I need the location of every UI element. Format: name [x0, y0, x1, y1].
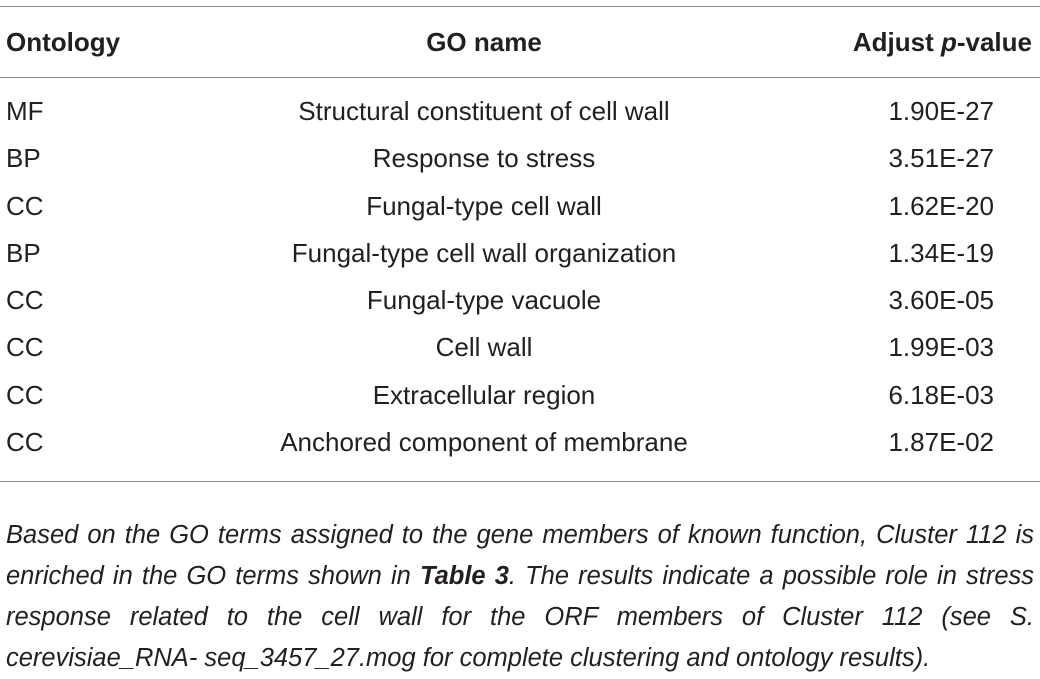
cell-pvalue: 1.34E-19: [888, 237, 994, 268]
cell-go-name: Anchored component of membrane: [280, 427, 688, 458]
table-row: [0, 324, 1040, 371]
cell-ontology: CC: [6, 332, 44, 363]
table-row: [0, 135, 1040, 182]
table-row: [0, 88, 1040, 135]
cell-go-name: Fungal-type cell wall: [366, 190, 602, 221]
header-adjust-p-value: [853, 24, 1032, 60]
cell-go-name: Structural constituent of cell wall: [298, 96, 670, 126]
header-pvalue-suffix: -value: [956, 27, 1032, 57]
table-row: [0, 419, 1040, 466]
cell-pvalue: 6.18E-03: [888, 379, 994, 410]
cell-go-name: Response to stress: [372, 143, 596, 174]
table-bottom-rule: [0, 481, 1040, 482]
table-footnote: [6, 515, 1034, 679]
table-header-row: [0, 24, 1040, 60]
cell-ontology: CC: [6, 427, 44, 458]
table-header-rule: [0, 77, 1040, 78]
header-pvalue-italic-p: p: [940, 27, 957, 57]
cell-ontology: CC: [6, 379, 44, 410]
footnote-text-end: . The results indicate a possible role in stress response related to the cell wall for the ORF members of Cluster 112 (see S. cerevisiae_RNA- seq_3457_27.mog for complete clustering and ontology results).: [6, 561, 1035, 672]
table-row: [0, 372, 1040, 419]
cell-go-name: Extracellular region: [372, 379, 596, 410]
cell-ontology: CC: [6, 285, 44, 316]
cell-pvalue: 3.51E-27: [888, 143, 994, 174]
cell-pvalue: 3.60E-05: [888, 285, 994, 316]
cell-pvalue: 1.99E-03: [888, 332, 994, 363]
table-row: [0, 230, 1040, 277]
cell-ontology: CC: [6, 190, 44, 221]
cell-ontology: BP: [6, 143, 41, 174]
footnote-text-start: Based on the GO terms assigned to the gene members of known function, Cluster 112 is enriched in the GO terms shown in: [6, 520, 1034, 590]
cell-ontology: BP: [6, 237, 41, 268]
header-pvalue-prefix: Adjust: [852, 27, 941, 57]
table-row: [0, 277, 1040, 324]
table-row: [0, 183, 1040, 230]
cell-go-name: Fungal-type cell wall organization: [291, 237, 677, 268]
cell-pvalue: 1.90E-27: [888, 96, 994, 126]
header-ontology: Ontology: [6, 27, 121, 57]
header-go-name: GO name: [426, 27, 542, 57]
cell-go-name: Cell wall: [435, 332, 533, 363]
cell-pvalue: 1.87E-02: [888, 427, 994, 458]
cell-go-name: Fungal-type vacuole: [366, 285, 602, 316]
table-body: [0, 88, 1040, 466]
cell-pvalue: 1.62E-20: [888, 190, 994, 221]
table-top-rule: [0, 6, 1040, 7]
cell-ontology: MF: [6, 96, 44, 126]
footnote-table-reference: Table 3: [419, 561, 509, 590]
